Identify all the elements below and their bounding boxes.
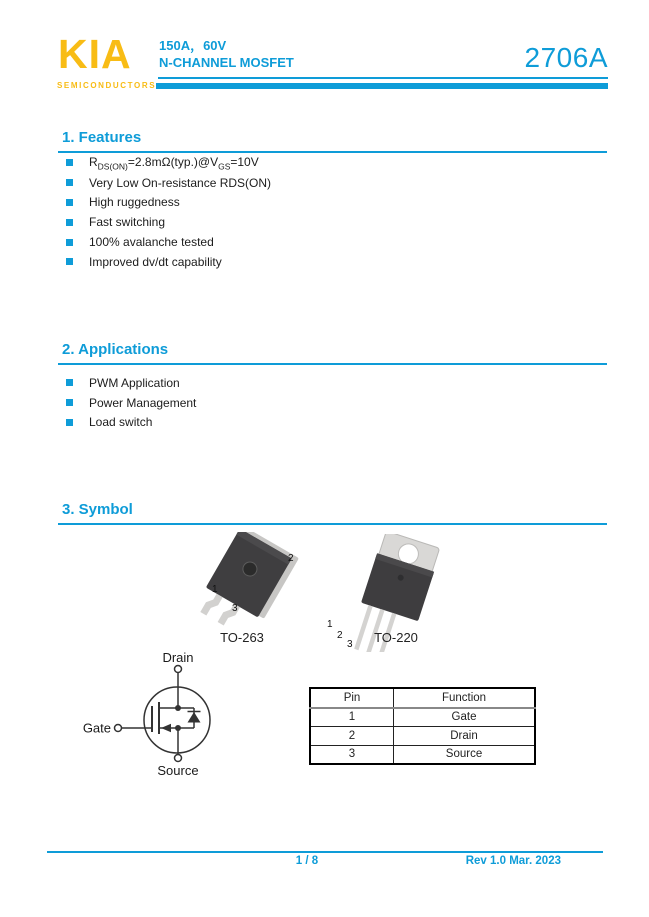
function-cell: Gate xyxy=(394,708,536,727)
body-diode-icon xyxy=(188,712,201,723)
pin-table-header-row xyxy=(310,688,535,708)
bullet-square-icon xyxy=(66,199,73,206)
application-item-text: PWM Application xyxy=(89,375,180,390)
function-cell: Drain xyxy=(394,727,536,746)
applications-rule xyxy=(58,363,607,365)
pin-cell: 1 xyxy=(310,708,394,727)
body-arrow-icon xyxy=(161,724,171,732)
to263-pin1-label: 1 xyxy=(212,584,218,595)
source-terminal-label: Source xyxy=(157,763,199,778)
to263-lead xyxy=(203,593,219,616)
pin-column-header: Pin xyxy=(310,688,394,708)
pin-cell: 2 xyxy=(310,727,394,746)
mosfet-symbol xyxy=(75,646,245,780)
bullet-square-icon xyxy=(66,419,73,426)
bullet-square-icon xyxy=(66,379,73,386)
feature-item xyxy=(66,252,271,272)
symbol-heading: 3. Symbol xyxy=(62,501,133,518)
feature-item xyxy=(66,173,271,193)
to220-pin1-label: 1 xyxy=(327,619,333,630)
applications-heading: 2. Applications xyxy=(62,341,169,358)
application-item xyxy=(66,393,196,413)
symbol-rule xyxy=(58,523,607,525)
application-item-text: Power Management xyxy=(89,395,197,410)
to220-package-label: TO-220 xyxy=(374,630,418,645)
pin-function-table xyxy=(309,687,536,765)
feature-item-rds xyxy=(66,153,271,173)
function-column-header: Function xyxy=(394,688,536,708)
to263-pin2-label: 2 xyxy=(288,553,294,564)
pin-table-row xyxy=(310,708,535,727)
feature-item-text: High ruggedness xyxy=(89,195,180,210)
drain-terminal-label: Drain xyxy=(162,650,194,665)
device-type: N-CHANNEL MOSFET xyxy=(159,55,294,70)
features-heading: 1. Features xyxy=(62,129,142,146)
bullet-square-icon xyxy=(66,219,73,226)
pin-cell: 3 xyxy=(310,745,394,764)
application-item xyxy=(66,373,196,393)
revision-text: Rev 1.0 Mar. 2023 xyxy=(465,855,561,867)
to263-package-label: TO-263 xyxy=(220,630,264,645)
kia-logo: KIA xyxy=(58,31,132,77)
function-cell: Source xyxy=(394,745,536,764)
header-rule-thin xyxy=(158,77,608,79)
application-item-text: Load switch xyxy=(89,415,153,430)
pin-table-row xyxy=(310,745,535,764)
header-rule-thick xyxy=(156,83,608,89)
bullet-square-icon xyxy=(66,179,73,186)
feature-item xyxy=(66,212,271,232)
features-list xyxy=(66,153,271,272)
to263-package-image xyxy=(200,532,315,634)
footer-rule xyxy=(47,851,603,853)
page-number: 1 / 8 xyxy=(295,855,319,867)
feature-item-text: Very Low On-resistance RDS(ON) xyxy=(89,175,272,190)
bullet-square-icon xyxy=(66,258,73,265)
device-subtitle xyxy=(159,37,294,71)
gate-terminal-label: Gate xyxy=(82,720,111,736)
bullet-square-icon xyxy=(66,399,73,406)
feature-item-text: Fast switching xyxy=(89,215,166,230)
feature-item xyxy=(66,193,271,213)
feature-item-text: Improved dv/dt capability xyxy=(89,254,222,269)
applications-list xyxy=(66,373,196,432)
bullet-square-icon xyxy=(66,159,73,166)
to220-pin3-label: 3 xyxy=(347,639,353,650)
feature-item xyxy=(66,232,271,252)
to263-pin3-label: 3 xyxy=(232,603,238,614)
application-item xyxy=(66,413,196,433)
kia-logo-subtext: SEMICONDUCTORS xyxy=(57,81,157,90)
feature-item-text: $R_{DS(ON)}=2.8m\Omega(typ.)@V_{GS}=10V$ xyxy=(89,154,259,172)
device-rating: 150A，60V xyxy=(159,38,227,53)
part-number: 2706A xyxy=(524,42,608,73)
bullet-square-icon xyxy=(66,239,73,246)
feature-item-text: 100% avalanche tested xyxy=(89,235,214,250)
to220-pin2-label: 2 xyxy=(337,630,343,641)
pin-table-row xyxy=(310,727,535,746)
